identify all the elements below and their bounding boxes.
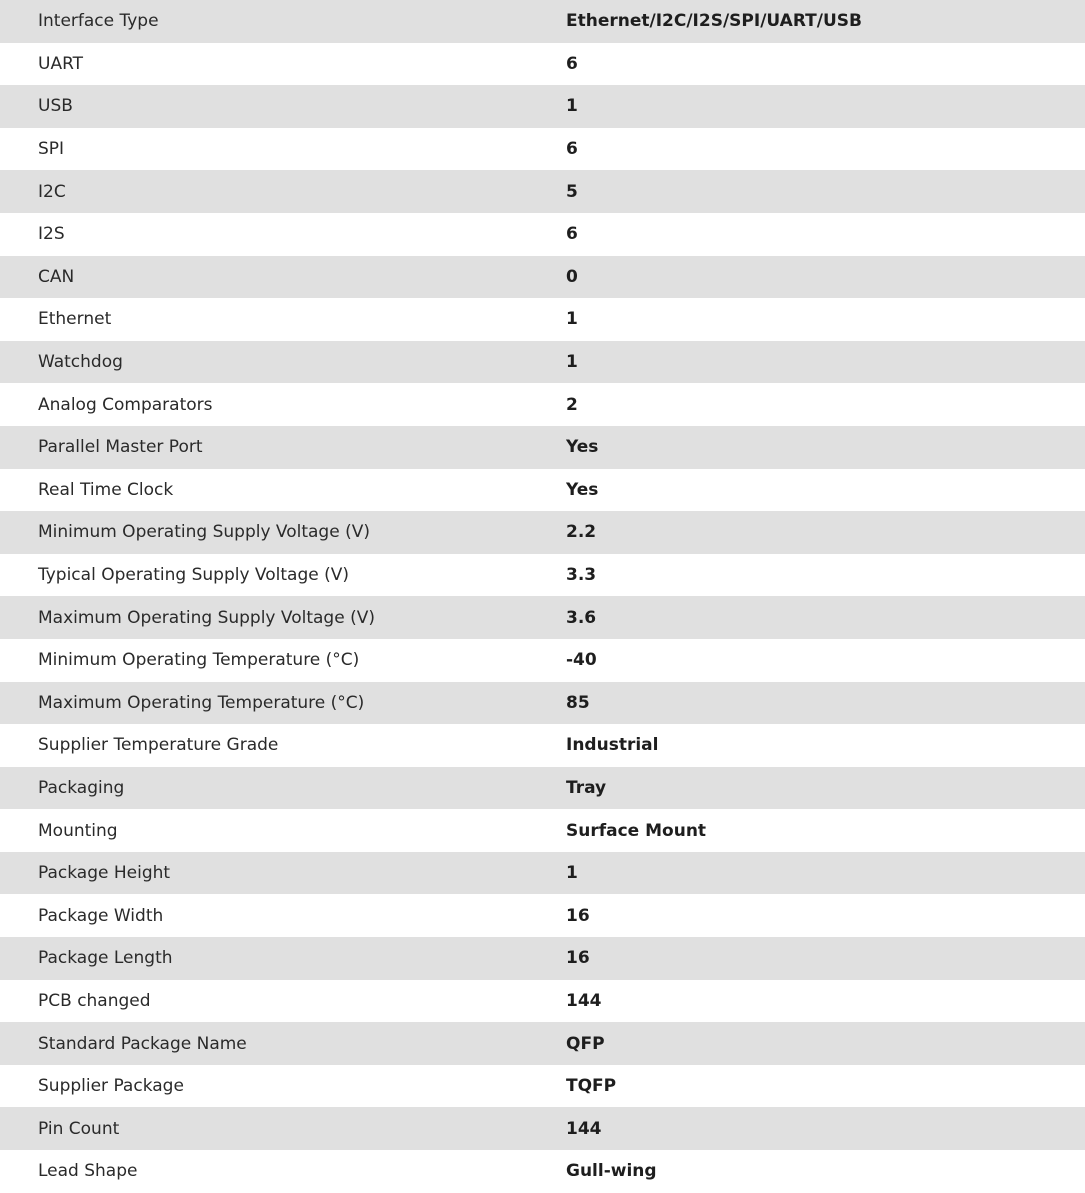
spec-value: 1 [566,852,1085,895]
spec-value: Tray [566,767,1085,810]
spec-row [0,383,1085,426]
spec-row [0,341,1085,384]
spec-label: Maximum Operating Supply Voltage (V) [0,596,566,639]
spec-label: Supplier Package [38,1076,184,1097]
spec-value: 2.2 [566,511,1085,554]
spec-label: Analog Comparators [38,394,213,415]
spec-label: I2S [38,224,65,245]
spec-value: Ethernet/I2C/I2S/SPI/UART/USB [566,0,1085,43]
spec-label: I2C [0,170,566,213]
spec-row [0,1107,1085,1150]
spec-label: USB [0,85,566,128]
spec-row [0,170,1085,213]
spec-row [0,682,1085,725]
spec-value: 1 [566,341,1085,384]
spec-row [0,724,1085,767]
spec-label: SPI [38,139,65,160]
spec-value: Gull-wing [566,1161,657,1182]
spec-value: 5 [566,170,1085,213]
spec-value: 85 [566,682,1085,725]
spec-row [0,809,1085,852]
spec-row [0,1022,1085,1065]
spec-label: Interface Type [0,0,566,43]
spec-value: 3.6 [566,596,1085,639]
spec-row [0,128,1085,171]
spec-row [0,469,1085,512]
spec-value: 16 [566,937,1085,980]
spec-row [0,426,1085,469]
spec-label: Minimum Operating Temperature (°C) [38,650,360,671]
spec-label: Pin Count [0,1107,566,1150]
spec-value: 6 [566,224,578,245]
spec-row [0,85,1085,128]
spec-row [0,596,1085,639]
spec-value: 6 [566,139,578,160]
spec-value: 1 [566,309,578,330]
spec-row [0,894,1085,937]
spec-label: PCB changed [38,990,151,1011]
spec-value: 144 [566,1107,1085,1150]
spec-value: Surface Mount [566,820,707,841]
spec-value: Yes [566,479,599,500]
spec-label: Real Time Clock [38,479,174,500]
spec-row [0,1150,1085,1193]
spec-value: 144 [566,990,602,1011]
spec-row [0,767,1085,810]
spec-value: 2 [566,394,578,415]
spec-row [0,298,1085,341]
spec-label: CAN [0,256,566,299]
spec-row [0,256,1085,299]
spec-label: Package Width [38,905,164,926]
spec-label: Mounting [38,820,118,841]
spec-label: Packaging [0,767,566,810]
spec-row [0,937,1085,980]
spec-row [0,0,1085,43]
spec-label: Parallel Master Port [0,426,566,469]
spec-label: Ethernet [38,309,112,330]
spec-label: Lead Shape [38,1161,138,1182]
spec-value: QFP [566,1022,1085,1065]
spec-value: Yes [566,426,1085,469]
spec-value: 6 [566,53,578,74]
spec-row [0,980,1085,1023]
spec-row [0,43,1085,86]
spec-label: Minimum Operating Supply Voltage (V) [0,511,566,554]
spec-value: Industrial [566,735,659,756]
spec-label: Package Length [0,937,566,980]
spec-row [0,213,1085,256]
spec-value: 16 [566,905,590,926]
spec-label: Standard Package Name [0,1022,566,1065]
spec-label: Watchdog [0,341,566,384]
spec-label: Maximum Operating Temperature (°C) [0,682,566,725]
spec-value: 3.3 [566,565,597,586]
spec-row [0,639,1085,682]
spec-label: Typical Operating Supply Voltage (V) [38,565,349,586]
spec-label: UART [38,53,84,74]
spec-row [0,554,1085,597]
spec-value: 0 [566,256,1085,299]
spec-value: 1 [566,85,1085,128]
spec-label: Supplier Temperature Grade [38,735,279,756]
spec-row [0,852,1085,895]
spec-value: -40 [566,650,597,671]
spec-row [0,1065,1085,1108]
spec-label: Package Height [0,852,566,895]
spec-value: TQFP [566,1076,617,1097]
spec-row [0,511,1085,554]
